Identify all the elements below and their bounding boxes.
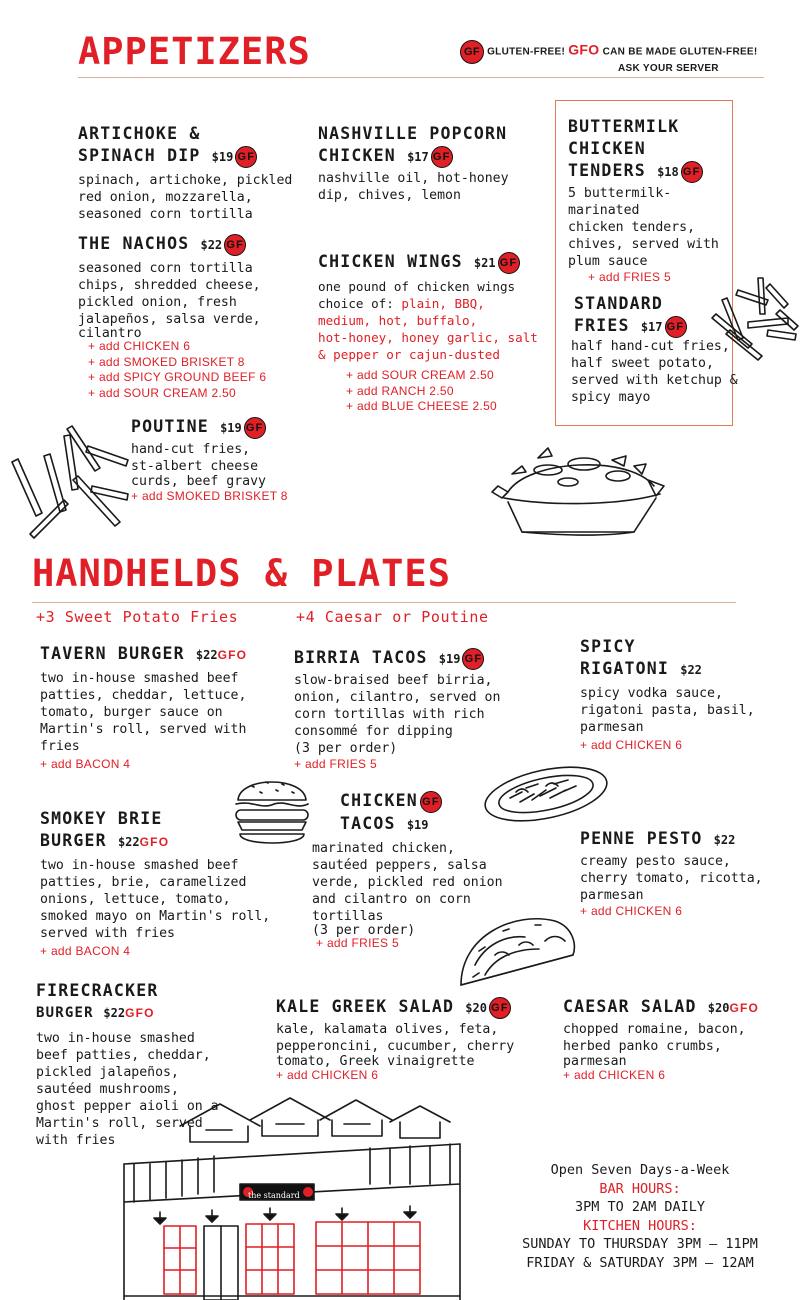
gfo-badge: GFO xyxy=(125,1006,155,1020)
wing-flavours: plain, BBQ, xyxy=(401,296,485,311)
item-price: $19 xyxy=(211,150,234,164)
item-desc: chips, shredded cheese, xyxy=(78,278,261,293)
item-desc: smoked mayo on Martin's roll, xyxy=(40,909,271,924)
item-name: POUTINE xyxy=(131,417,209,436)
add-on: + add SMOKED BRISKET 8 xyxy=(88,354,245,369)
gf-legend-text: GLUTEN-FREE! xyxy=(487,46,566,58)
item-desc: marinated chicken, xyxy=(312,840,455,856)
item-name: RIGATONI xyxy=(580,659,670,678)
menu-item-poutine xyxy=(131,416,331,505)
item-desc: onions, lettuce, tomato, xyxy=(40,892,231,907)
menu-item-penne-pesto xyxy=(580,828,790,920)
item-desc: two in-house smashed beef xyxy=(40,858,239,873)
item-price: $22 xyxy=(680,663,702,677)
item-desc: half sweet potato, xyxy=(571,356,714,371)
item-price: $20 xyxy=(707,1001,730,1015)
menu-item-nachos xyxy=(78,233,308,401)
gf-badge: GF xyxy=(420,791,442,813)
item-name: ARTICHOKE & xyxy=(78,124,201,143)
item-desc: ghost pepper aioli on a xyxy=(36,1099,219,1114)
side-upgrade-sweet-potato: +3 Sweet Potato Fries xyxy=(36,608,239,626)
item-desc: pickled onion, fresh xyxy=(78,295,237,310)
open-days: Open Seven Days-a-Week xyxy=(550,1162,730,1178)
item-name: BUTTERMILK xyxy=(568,117,680,136)
item-price: $22 xyxy=(103,1006,126,1020)
item-desc: parmesan xyxy=(563,1054,627,1069)
item-name: SMOKEY BRIE xyxy=(40,809,163,828)
gfo-badge: GFO xyxy=(139,835,170,849)
item-desc: cilantro xyxy=(78,326,142,341)
item-desc: pepperoncini, cucumber, cherry xyxy=(276,1039,515,1054)
gf-badge: GF xyxy=(489,997,511,1019)
fries-illustration xyxy=(8,416,133,541)
gfo-legend-text: CAN BE MADE GLUTEN-FREE! xyxy=(602,46,758,58)
gf-badge: GF xyxy=(244,417,266,439)
item-name: CHICKEN xyxy=(340,791,418,810)
gf-badge: GF xyxy=(235,146,257,168)
item-name: TENDERS xyxy=(568,161,646,180)
item-price: $22 xyxy=(200,238,223,252)
add-on: + add CHICKEN 6 xyxy=(276,1068,379,1082)
menu-item-artichoke-dip xyxy=(78,123,308,223)
item-desc: slow-braised beef birria, xyxy=(294,673,493,688)
item-desc: Martin's roll, served with xyxy=(40,722,247,737)
wing-flavours: medium, hot, buffalo, xyxy=(318,313,478,328)
item-desc: spinach, artichoke, pickled xyxy=(78,173,293,188)
item-desc: patties, brie, caramelized xyxy=(40,875,247,890)
item-desc: consommé for dipping xyxy=(294,724,453,739)
item-name: FRIES xyxy=(574,316,630,335)
add-on: + add FRIES 5 xyxy=(588,270,671,284)
item-name: CHICKEN xyxy=(568,139,646,158)
item-name: BURGER xyxy=(40,831,107,850)
item-price: $22 xyxy=(117,835,140,849)
item-desc: (3 per order) xyxy=(294,741,398,756)
item-price: $19 xyxy=(438,652,461,666)
gf-badge: GF xyxy=(665,316,687,338)
item-name: TAVERN BURGER xyxy=(40,644,185,663)
add-on: + add CHICKEN 6 xyxy=(580,738,683,752)
item-price: $22 xyxy=(713,833,736,847)
taco-illustration xyxy=(455,905,580,995)
item-desc: beef patties, cheddar, xyxy=(36,1048,211,1063)
item-desc: sautéed mushrooms, xyxy=(36,1082,179,1097)
add-on: + add CHICKEN 6 xyxy=(580,904,683,918)
poutine-illustration xyxy=(488,440,668,538)
item-desc: two in-house smashed xyxy=(36,1031,195,1046)
add-on: + add FRIES 5 xyxy=(294,757,377,771)
item-name: FIRECRACKER xyxy=(36,981,159,1000)
item-desc: 5 buttermilk-marinated xyxy=(568,186,672,218)
item-name: STANDARD xyxy=(574,294,664,313)
item-desc: verde, pickled red onion xyxy=(312,874,503,890)
item-desc: spicy mayo xyxy=(571,390,651,405)
gfo-legend-text-2: ASK YOUR SERVER xyxy=(618,63,719,74)
item-desc: (3 per order) xyxy=(312,922,416,938)
item-desc: herbed panko crumbs, xyxy=(563,1039,722,1054)
item-desc: tortillas xyxy=(312,908,384,924)
fries-illustration xyxy=(708,270,800,365)
add-on: + add RANCH 2.50 xyxy=(346,383,454,398)
item-desc: Martin's roll, served xyxy=(36,1116,203,1131)
item-desc: sautéed peppers, salsa xyxy=(312,857,487,873)
item-desc: corn tortillas with rich xyxy=(294,707,485,722)
add-on: + add SOUR CREAM 2.50 xyxy=(346,368,495,382)
appetizers-heading: APPETIZERS xyxy=(78,30,311,73)
item-name: KALE GREEK SALAD xyxy=(276,997,455,1016)
add-on: + add SPICY GROUND BEEF 6 xyxy=(88,370,267,384)
item-desc: cherry tomato, ricotta, xyxy=(580,871,763,886)
item-desc: dip, chives, lemon xyxy=(318,188,461,203)
item-name: CHICKEN WINGS xyxy=(318,252,463,271)
gf-legend xyxy=(458,40,798,74)
gf-legend-badge: GF xyxy=(460,40,484,64)
item-price: $22 xyxy=(195,648,218,662)
add-on: + add CHICKEN 6 xyxy=(563,1068,666,1082)
appetizers-rule xyxy=(78,77,764,78)
item-price: $17 xyxy=(640,320,663,334)
item-desc: served with fries xyxy=(40,926,175,941)
item-name: CAESAR SALAD xyxy=(563,997,697,1016)
item-name: NASHVILLE POPCORN xyxy=(318,124,508,143)
handhelds-heading: HANDHELDS & PLATES xyxy=(32,552,451,595)
item-desc: chopped romaine, bacon, xyxy=(563,1022,746,1037)
gf-badge: GF xyxy=(498,252,520,274)
add-on: + add BLUE CHEESE 2.50 xyxy=(346,399,498,413)
item-desc: one pound of chicken wings xyxy=(318,279,516,294)
item-desc: parmesan xyxy=(580,720,644,735)
wing-flavours: & pepper or cajun-dusted xyxy=(318,347,500,362)
item-name: BURGER xyxy=(36,1005,94,1021)
item-name: TACOS xyxy=(340,813,396,833)
item-name: PENNE PESTO xyxy=(580,829,703,848)
item-name: THE NACHOS xyxy=(78,234,190,253)
menu-item-buttermilk-chicken-tenders xyxy=(568,116,738,286)
wing-flavours: hot-honey, honey garlic, salt xyxy=(318,330,538,345)
item-desc: two in-house smashed beef xyxy=(40,671,239,686)
item-desc: and cilantro on corn xyxy=(312,891,471,907)
item-name: SPICY xyxy=(580,637,636,656)
item-desc: nashville oil, hot-honey xyxy=(318,171,509,186)
item-desc: rigatoni pasta, basil, xyxy=(580,703,755,718)
menu-item-kale-greek-salad xyxy=(276,996,546,1084)
item-desc: with fries xyxy=(36,1133,116,1148)
burger-illustration xyxy=(232,770,312,850)
opening-hours xyxy=(490,1161,790,1272)
item-desc: curds, beef gravy xyxy=(131,474,266,489)
item-price: $19 xyxy=(220,421,242,435)
gf-badge: GF xyxy=(431,146,453,168)
gfo-legend-badge: GFO xyxy=(568,41,600,58)
add-on: + add SOUR CREAM 2.50 xyxy=(88,385,237,400)
gf-badge: GF xyxy=(224,234,246,256)
item-price: $20 xyxy=(465,1001,487,1015)
item-price: $17 xyxy=(407,150,429,164)
menu-item-nashville-popcorn-chicken xyxy=(318,123,548,204)
kitchen-hours-label: KITCHEN HOURS: xyxy=(583,1217,697,1234)
item-desc: chicken tenders, xyxy=(568,220,696,235)
menu-item-chicken-wings xyxy=(318,251,554,415)
item-desc: onion, cilantro, served on xyxy=(294,690,501,705)
item-desc: creamy pesto sauce, xyxy=(580,854,731,869)
item-desc: chives, served with xyxy=(568,237,719,252)
menu-item-caesar-salad xyxy=(563,996,793,1084)
item-desc: seasoned corn tortilla xyxy=(78,207,253,222)
bar-hours-label: BAR HOURS: xyxy=(599,1180,681,1197)
item-desc: plum sauce xyxy=(568,254,648,269)
add-on: + add BACON 4 xyxy=(40,757,131,771)
add-on: + add CHICKEN 6 xyxy=(88,339,191,353)
item-desc: patties, cheddar, lettuce, xyxy=(40,688,247,703)
storefront-sign: the standard xyxy=(248,1191,300,1200)
item-name: BIRRIA TACOS xyxy=(294,648,428,667)
item-name: SPINACH DIP xyxy=(78,146,201,165)
menu-item-spicy-rigatoni xyxy=(580,636,780,754)
add-on: + add SMOKED BRISKET 8 xyxy=(131,489,288,503)
item-price: $21 xyxy=(473,256,496,270)
gf-badge: GF xyxy=(681,161,703,183)
item-price: $18 xyxy=(657,165,679,179)
item-desc: st-albert cheese xyxy=(131,459,259,474)
item-desc: pickled jalapeños, xyxy=(36,1065,179,1080)
side-upgrade-caesar-poutine: +4 Caesar or Poutine xyxy=(296,608,489,626)
kitchen-hours-weekday: SUNDAY TO THURSDAY 3PM – 11PM xyxy=(522,1236,758,1252)
add-on: + add FRIES 5 xyxy=(316,935,399,950)
menu-item-tavern-burger xyxy=(40,643,280,773)
bar-hours: 3PM TO 2AM DAILY xyxy=(574,1199,706,1215)
handhelds-rule xyxy=(32,602,736,603)
item-desc: tomato, Greek vinaigrette xyxy=(276,1054,475,1069)
item-desc: tomato, burger sauce on xyxy=(40,705,223,720)
pasta-plate-illustration xyxy=(480,758,612,830)
add-on: + add BACON 4 xyxy=(40,944,131,958)
kitchen-hours-weekend: FRIDAY & SATURDAY 3PM – 12AM xyxy=(526,1254,754,1271)
item-desc: kale, kalamata olives, feta, xyxy=(276,1022,499,1037)
item-desc: hand-cut fries, xyxy=(131,442,251,457)
item-desc: fries xyxy=(40,739,80,754)
item-desc: parmesan xyxy=(580,888,644,903)
item-desc: half hand-cut fries, xyxy=(571,339,730,354)
gf-badge: GF xyxy=(462,648,484,670)
item-desc: red onion, mozzarella, xyxy=(78,190,253,205)
item-desc: jalapeños, salsa verde, xyxy=(78,312,261,327)
gfo-badge: GFO xyxy=(729,1001,760,1015)
item-desc: served with ketchup & xyxy=(571,373,738,388)
gfo-badge: GFO xyxy=(217,648,248,662)
item-price: $19 xyxy=(406,817,429,832)
item-desc: spicy vodka sauce, xyxy=(580,686,723,701)
item-desc: choice of: xyxy=(318,296,402,311)
item-name: CHICKEN xyxy=(318,146,396,165)
item-desc: seasoned corn tortilla xyxy=(78,261,253,276)
menu-item-birria-tacos xyxy=(294,647,534,773)
